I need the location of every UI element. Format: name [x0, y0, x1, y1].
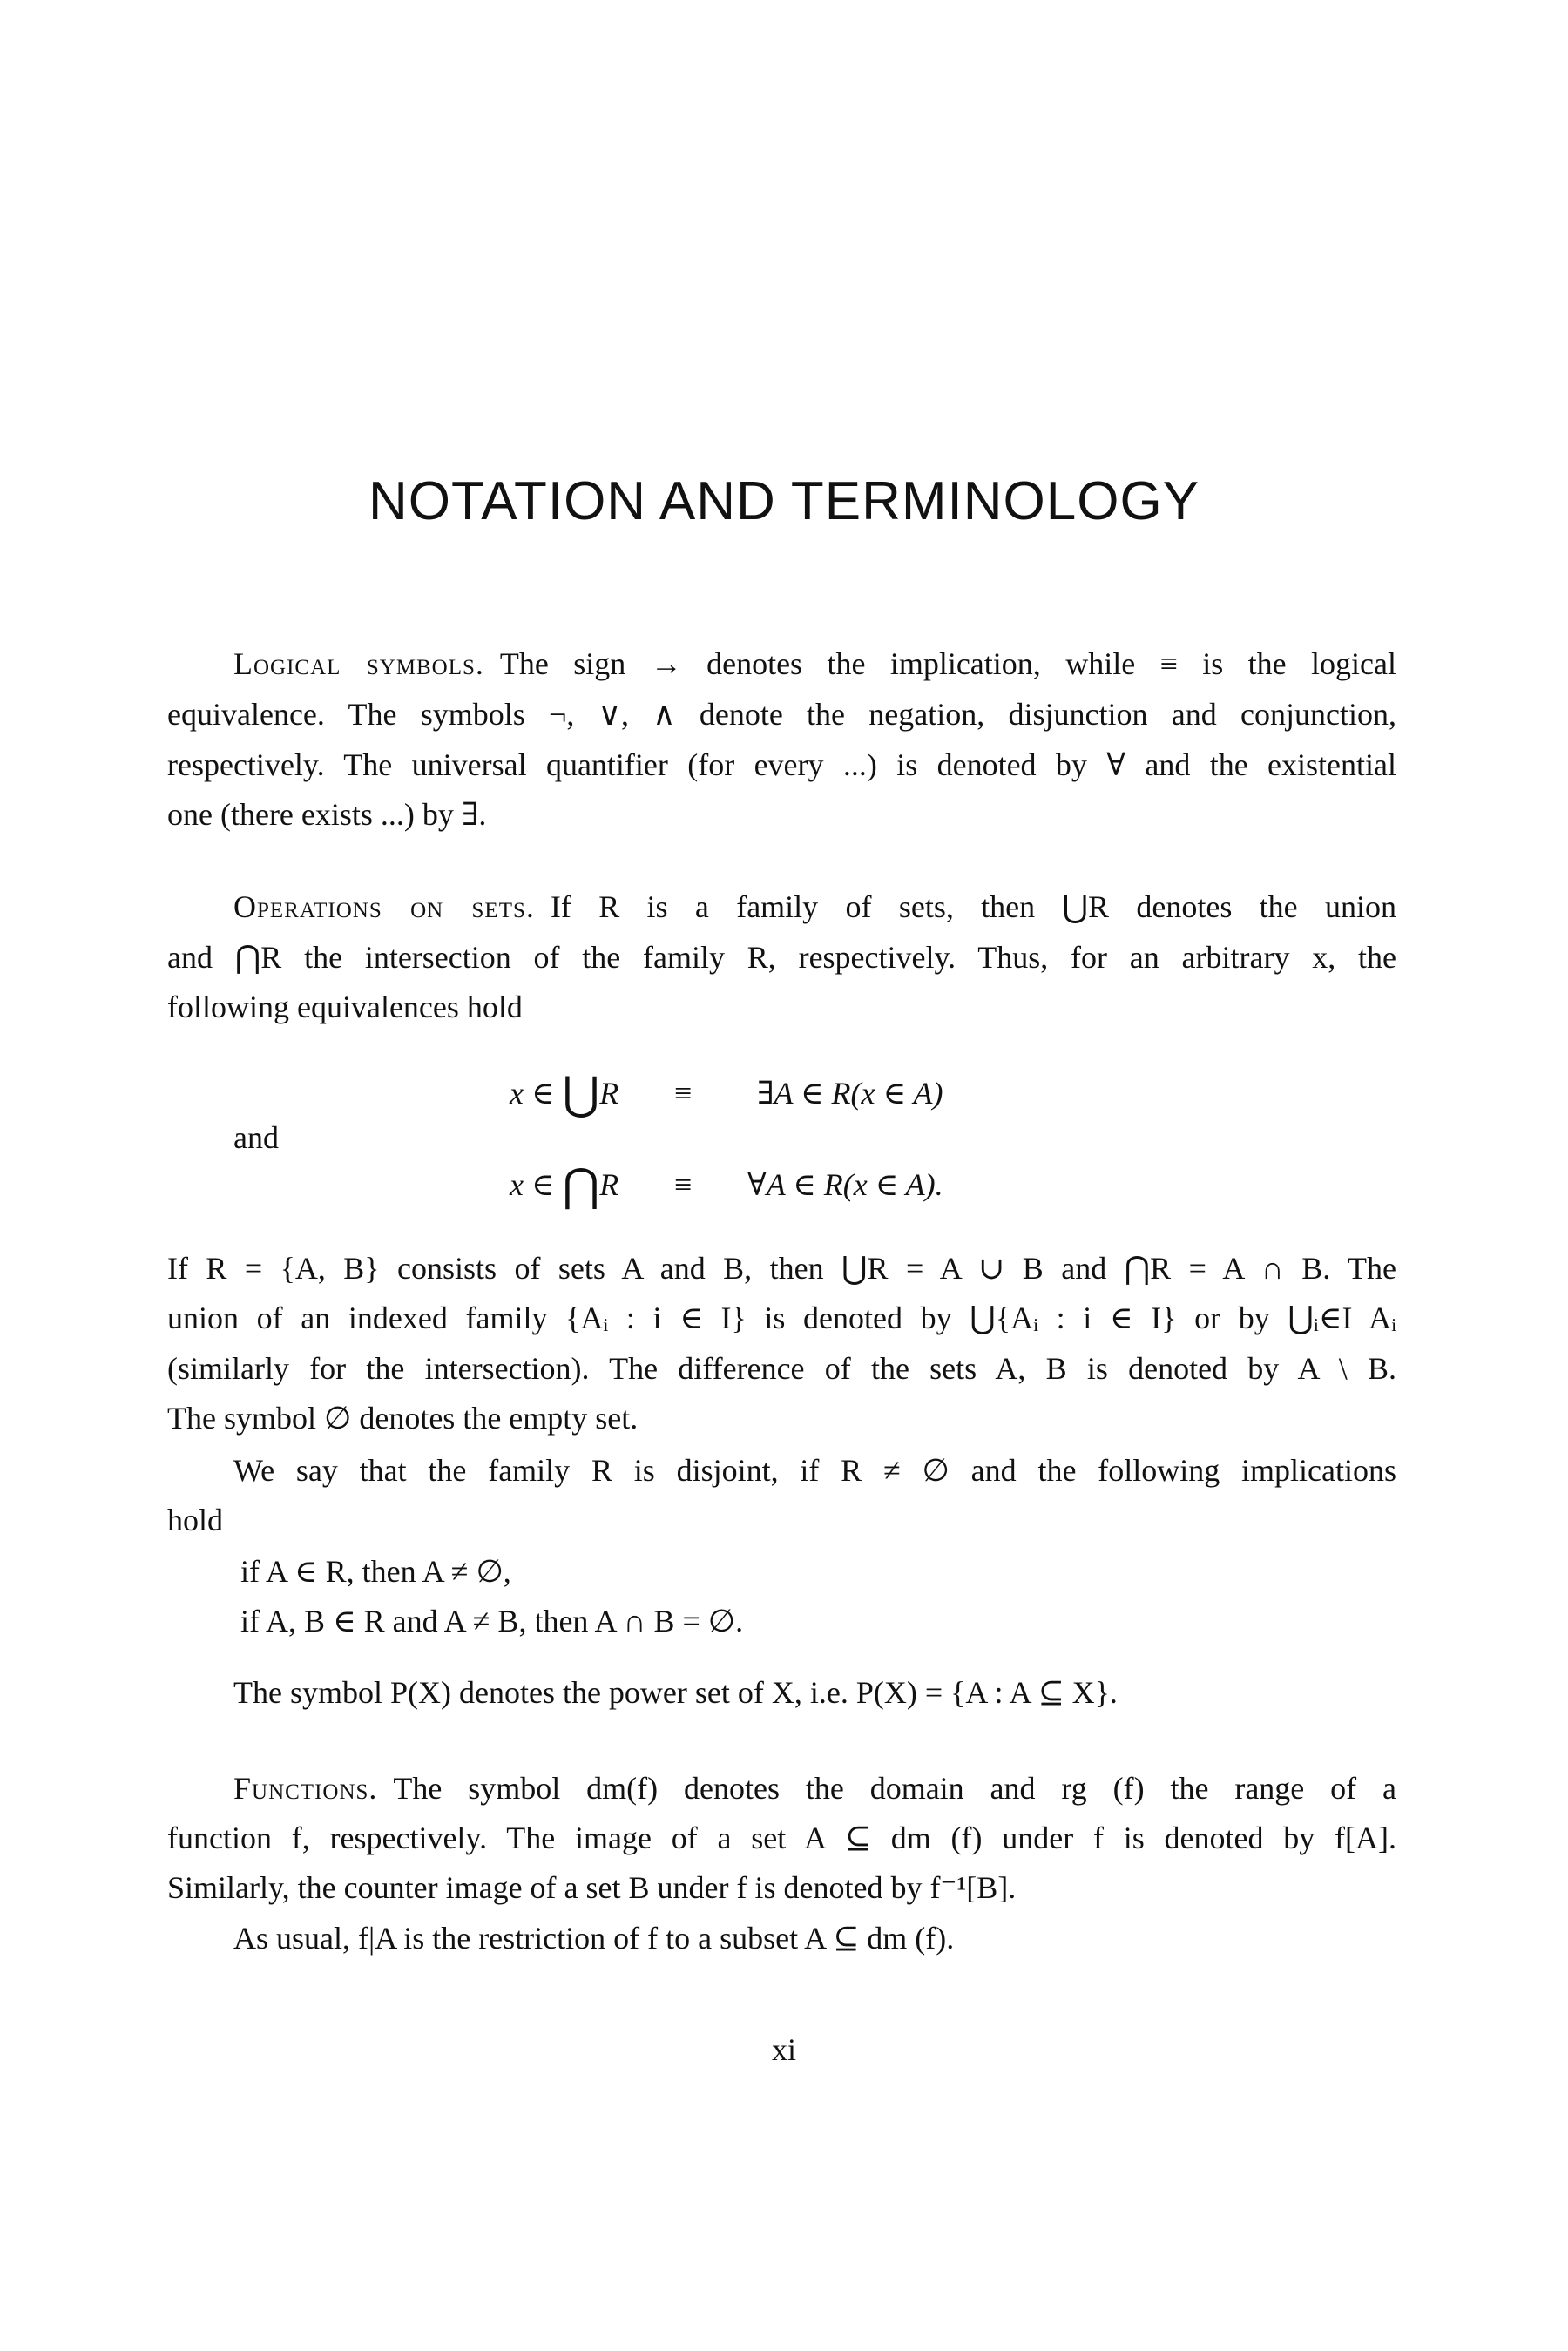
big-union-symbol: ⋃ [562, 1070, 600, 1119]
text: If R is a family of sets, then ⋃R denotes the union [550, 889, 1396, 924]
disjoint-line-1: We say that the family R is disjoint, if R ≠ ∅ and the following implications [233, 1453, 1396, 1488]
and-label: and [233, 1120, 279, 1155]
functions-line-1 [167, 1764, 1396, 1814]
eq-text: x ∈ [510, 1167, 563, 1202]
logical-line-3: respectively. The universal quantifier (for every ...) is denoted by ∀ and the existential [167, 747, 1396, 782]
operations-line-2: and ⋂R the intersection of the family R, respectively. Thus, for an arbitrary x, the [167, 940, 1396, 975]
text: The sign → denotes the implication, while ≡ is the logical [499, 646, 1397, 681]
logical-line-2: equivalence. The symbols ¬, ∨, ∧ denote the negation, disjunction and conjunction, [167, 697, 1396, 732]
logical-line-4: one (there exists ...) by ∃. [167, 797, 487, 832]
power-set-line: The symbol P(X) denotes the power set of X, i.e. P(X) = {A : A ⊆ X}. [233, 1675, 1118, 1710]
big-intersection-symbol: ⋂ [562, 1161, 600, 1211]
page-number: xi [771, 2032, 796, 2067]
equation-intersection-right: ∀A ∈ R(x ∈ A). [747, 1167, 943, 1202]
section-heading-operations: Operations on sets. [233, 889, 535, 924]
equation-intersection-left [510, 1160, 618, 1211]
operations-line-4: If R = {A, B} consists of sets A and B, then ⋃R = A ∪ B and ⋂R = A ∩ B. The [167, 1251, 1396, 1286]
functions-line-4: As usual, f|A is the restriction of f to a subset A ⊆ dm (f). [233, 1921, 955, 1956]
section-heading-logical: Logical symbols. [233, 646, 484, 681]
eq-text: R [599, 1076, 619, 1111]
equation-union-left [510, 1069, 618, 1119]
operations-line-1 [167, 882, 1396, 932]
eq-text: x ∈ [510, 1076, 563, 1111]
implication-2: if A, B ∈ R and A ≠ B, then A ∩ B = ∅. [240, 1604, 744, 1638]
operations-line-7: The symbol ∅ denotes the empty set. [167, 1401, 639, 1436]
equiv-symbol: ≡ [674, 1076, 693, 1111]
eq-text: R [599, 1167, 619, 1202]
operations-line-6: (similarly for the intersection). The difference of the sets A, B is denoted by A \ B. [167, 1351, 1396, 1386]
equiv-symbol: ≡ [674, 1167, 693, 1202]
implication-1: if A ∈ R, then A ≠ ∅, [240, 1554, 511, 1589]
functions-line-2: function f, respectively. The image of a set A ⊆ dm (f) under f is denoted by f[A]. [167, 1821, 1396, 1855]
functions-line-3: Similarly, the counter image of a set B under f is denoted by f⁻¹[B]. [167, 1870, 1017, 1905]
text: The symbol dm(f) denotes the domain and rg (f) the range of a [393, 1771, 1396, 1806]
operations-line-3: following equivalences hold [167, 990, 523, 1024]
logical-line-1 [167, 639, 1396, 689]
disjoint-line-2: hold [167, 1503, 224, 1537]
equation-union-right: ∃A ∈ R(x ∈ A) [757, 1076, 943, 1111]
operations-line-5: union of an indexed family {Aᵢ : i ∈ I} is denoted by ⋃{Aᵢ : i ∈ I} or by ⋃ᵢ∈I Aᵢ [167, 1300, 1396, 1335]
page-title: NOTATION AND TERMINOLOGY [368, 471, 1200, 531]
section-heading-functions: Functions. [233, 1771, 378, 1806]
